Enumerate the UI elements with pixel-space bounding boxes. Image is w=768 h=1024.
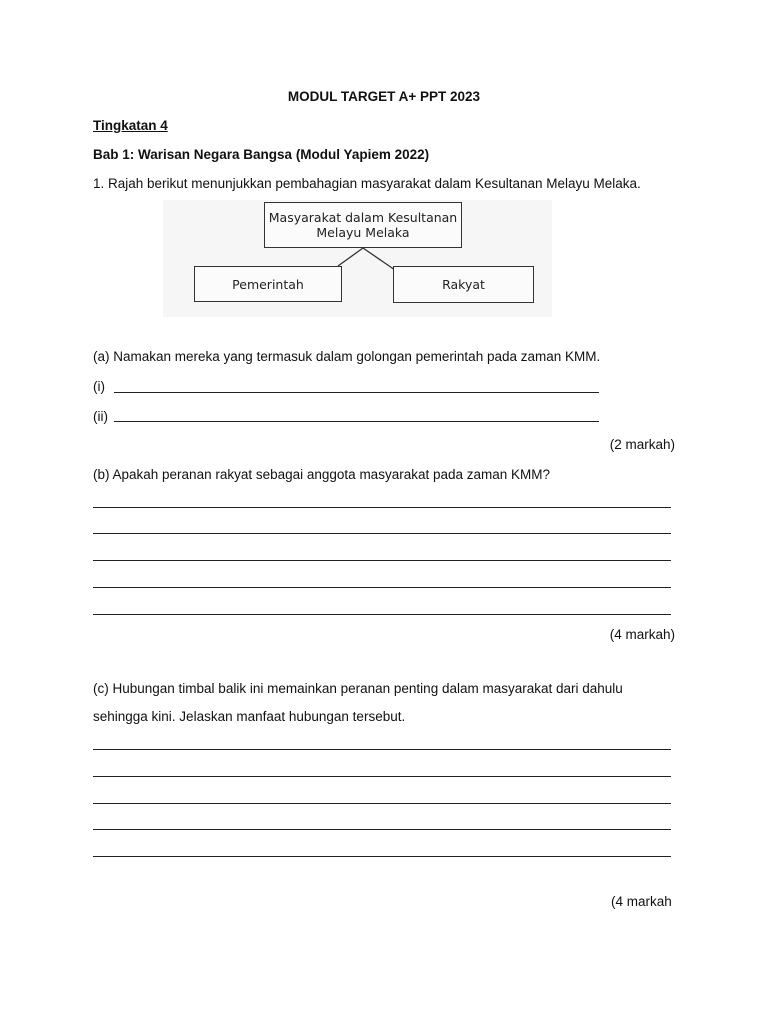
answer-line-c-3[interactable]	[93, 803, 671, 804]
diagram-root-line1: Masyarakat dalam Kesultanan	[268, 210, 458, 225]
answer-line-c-5[interactable]	[93, 856, 671, 857]
connector-left	[338, 248, 363, 266]
diagram-rakyat-box	[393, 266, 534, 303]
document-title: MODUL TARGET A+ PPT 2023	[287, 89, 481, 104]
diagram-pemerintah-box	[194, 266, 342, 302]
question-intro: 1. Rajah berikut menunjukkan pembahagian masyarakat dalam Kesultanan Melayu Melaka.	[93, 176, 641, 191]
part-b-marks: (4 markah)	[609, 627, 675, 642]
answer-line-b-4[interactable]	[93, 587, 671, 588]
diagram-pemerintah-label: Pemerintah	[232, 276, 304, 292]
diagram-root-box	[264, 202, 462, 248]
answer-line-b-1[interactable]	[93, 507, 671, 508]
part-c-question-line2: sehingga kini. Jelaskan manfaat hubungan tersebut.	[93, 709, 406, 724]
part-a-item-ii-label: (ii)	[93, 409, 108, 424]
answer-line-a-i[interactable]	[114, 392, 599, 393]
form-level: Tingkatan 4	[93, 118, 168, 133]
part-c-question-line1: (c) Hubungan timbal balik ini memainkan peranan penting dalam masyarakat dari dahulu	[93, 681, 623, 696]
diagram-rakyat-label: Rakyat	[442, 277, 485, 292]
answer-line-c-1[interactable]	[93, 749, 671, 750]
answer-line-c-2[interactable]	[93, 776, 671, 777]
society-diagram	[163, 200, 552, 317]
connector-right	[363, 248, 395, 270]
part-b-question: (b) Apakah peranan rakyat sebagai anggota masyarakat pada zaman KMM?	[93, 467, 551, 482]
part-a-marks: (2 markah)	[609, 437, 675, 452]
answer-line-b-2[interactable]	[93, 533, 671, 534]
answer-line-a-ii[interactable]	[114, 421, 599, 422]
part-a-question: (a) Namakan mereka yang termasuk dalam golongan pemerintah pada zaman KMM.	[93, 349, 601, 364]
answer-line-b-3[interactable]	[93, 560, 671, 561]
answer-line-c-4[interactable]	[93, 829, 671, 830]
answer-line-b-5[interactable]	[93, 614, 671, 615]
diagram-root-line2: Melayu Melaka	[316, 225, 410, 240]
part-c-marks: (4 markah	[611, 894, 672, 909]
part-a-item-i-label: (i)	[93, 379, 105, 394]
chapter-heading: Bab 1: Warisan Negara Bangsa (Modul Yapiem 2022)	[93, 147, 430, 162]
